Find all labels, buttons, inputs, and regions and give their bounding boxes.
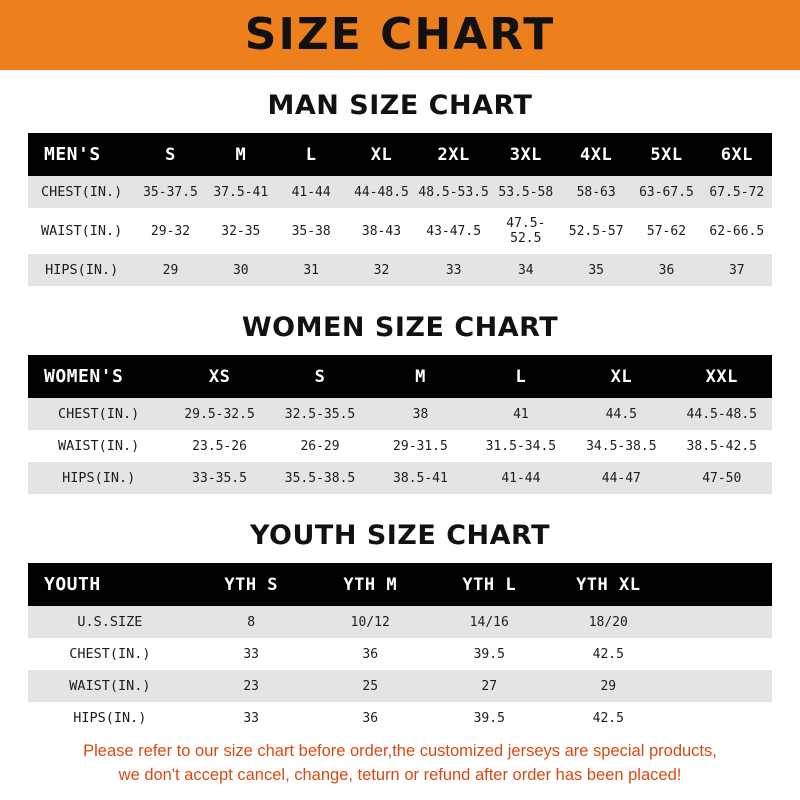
table-header-cell: M [415, 366, 426, 387]
table-cell: 43-47.5 [426, 223, 482, 239]
table-header-cell: YTH M [343, 574, 398, 595]
table-cell: 39.5 [473, 646, 505, 662]
table-row [28, 398, 772, 430]
size-table-youth [28, 563, 772, 734]
table-wrapper-women [28, 355, 772, 494]
table-header-cell: YTH L [462, 574, 517, 595]
table-header-cell: MEN'S [44, 144, 101, 165]
table-cell: 57-62 [646, 223, 687, 239]
table-header-cell: 5XL [650, 144, 683, 165]
page-banner [0, 0, 800, 70]
table-cell: 37 [728, 262, 745, 278]
table-header-cell: L [305, 144, 317, 165]
table-row [28, 670, 772, 702]
table-cell: 35-37.5 [143, 184, 198, 200]
size-table-women [28, 355, 772, 494]
table-header-cell: L [515, 366, 527, 387]
size-table-man [28, 133, 772, 286]
table-cell: 23.5-26 [192, 438, 247, 454]
table-cell: 38.5-41 [393, 470, 448, 486]
table-cell-spacer [668, 638, 772, 670]
section-title-youth: YOUTH SIZE CHART [249, 520, 551, 551]
table-cell: 29 [600, 678, 617, 694]
table-cell: 36 [658, 262, 675, 278]
table-cell: 67.5-72 [709, 184, 765, 200]
footer-note [0, 740, 800, 788]
table-cell: 14/16 [469, 614, 509, 630]
table-cell: 27 [481, 678, 498, 694]
table-cell: 33 [243, 646, 260, 662]
table-cell-spacer [668, 702, 772, 734]
table-cell: 35.5-38.5 [284, 470, 356, 486]
table-header-cell: M [235, 144, 247, 165]
table-cell: 10/12 [350, 614, 390, 630]
table-cell: 58-63 [576, 184, 616, 200]
footer-note-line-1: Please refer to our size chart before order,the customized jerseys are special products, [83, 742, 717, 761]
table-cell: 41-44 [291, 184, 331, 200]
table-cell: 26-29 [300, 438, 340, 454]
row-label: WAIST(IN.) [58, 438, 140, 454]
table-cell: 32 [373, 262, 390, 278]
table-cell: 47.5-52.5 [506, 216, 546, 246]
table-cell: 44.5 [605, 406, 637, 422]
table-cell: 62-66.5 [709, 223, 765, 239]
table-cell: 41-44 [501, 470, 541, 486]
table-cell: 29-32 [150, 223, 191, 239]
table-cell: 38 [412, 406, 429, 422]
table-cell: 63-67.5 [639, 184, 694, 200]
table-header-row [28, 355, 772, 398]
table-header-cell: 4XL [580, 144, 613, 165]
table-header-cell: 3XL [509, 144, 542, 165]
row-label: CHEST(IN.) [41, 184, 123, 200]
table-header-cell: YOUTH [44, 574, 101, 595]
table-cell: 44.5-48.5 [686, 406, 757, 422]
row-label: HIPS(IN.) [62, 470, 136, 486]
row-label: WAIST(IN.) [41, 223, 123, 239]
table-header-cell: YTH S [224, 574, 279, 595]
table-cell: 35 [588, 262, 604, 278]
table-row [28, 606, 772, 638]
table-cell-spacer [668, 670, 772, 702]
table-cell: 35-38 [291, 223, 331, 239]
table-header-cell: YTH XL [576, 574, 641, 595]
table-cell: 52.5-57 [568, 223, 624, 239]
table-header-cell: S [165, 144, 176, 165]
table-row [28, 462, 772, 494]
table-header-cell: S [314, 366, 326, 387]
table-row [28, 254, 772, 286]
table-cell: 47-50 [702, 470, 742, 486]
table-header-row [28, 133, 772, 176]
table-header-cell: XXL [705, 366, 738, 387]
table-cell: 38.5-42.5 [686, 438, 757, 454]
table-row [28, 638, 772, 670]
table-cell: 36 [362, 646, 379, 662]
table-header-cell: XL [370, 144, 393, 165]
table-cell: 32-35 [221, 223, 261, 239]
table-cell: 39.5 [473, 710, 505, 726]
table-cell: 42.5 [592, 646, 624, 662]
footer-note-line-2: we don't accept cancel, change, teturn or refund after order has been placed! [118, 766, 682, 785]
table-wrapper-man [28, 133, 772, 286]
table-cell: 41 [513, 406, 529, 422]
table-cell: 23 [243, 678, 260, 694]
table-cell: 29-31.5 [393, 438, 448, 454]
table-header-spacer [668, 563, 772, 606]
section-title-man: MAN SIZE CHART [267, 90, 533, 121]
table-row [28, 208, 772, 254]
table-cell: 32.5-35.5 [284, 406, 356, 422]
row-label: CHEST(IN.) [69, 646, 151, 662]
table-cell: 37.5-41 [213, 184, 269, 200]
table-cell: 25 [362, 678, 379, 694]
table-cell: 33 [445, 262, 462, 278]
table-cell: 44-47 [601, 470, 641, 486]
table-cell: 44-48.5 [354, 184, 409, 200]
table-cell: 33 [243, 710, 260, 726]
table-cell: 42.5 [592, 710, 624, 726]
table-header-cell: WOMEN'S [44, 366, 124, 387]
table-header-cell: 6XL [720, 144, 753, 165]
table-wrapper-youth [28, 563, 772, 734]
table-cell: 38-43 [361, 223, 402, 239]
table-cell: 8 [247, 614, 256, 630]
table-cell: 33-35.5 [192, 470, 247, 486]
table-header-row [28, 563, 772, 606]
table-header-cell: XS [208, 366, 231, 387]
row-label: CHEST(IN.) [58, 406, 140, 422]
table-cell: 31 [303, 262, 319, 278]
row-label: HIPS(IN.) [73, 710, 147, 726]
table-cell: 18/20 [588, 614, 628, 630]
table-cell: 29.5-32.5 [184, 406, 255, 422]
table-cell: 34 [517, 262, 534, 278]
table-row [28, 176, 772, 208]
table-cell: 36 [362, 710, 379, 726]
table-header-cell: 2XL [437, 144, 470, 165]
table-cell: 34.5-38.5 [586, 438, 657, 454]
section-title-women: WOMEN SIZE CHART [241, 312, 559, 343]
table-cell: 30 [232, 262, 249, 278]
page-title: SIZE CHART [244, 9, 556, 60]
table-cell: 31.5-34.5 [485, 438, 557, 454]
table-cell: 29 [162, 262, 179, 278]
row-label: U.S.SIZE [77, 614, 143, 630]
table-cell: 48.5-53.5 [418, 184, 489, 200]
row-label: WAIST(IN.) [69, 678, 151, 694]
table-header-cell: XL [610, 366, 633, 387]
table-cell-spacer [668, 606, 772, 638]
table-row [28, 702, 772, 734]
row-label: HIPS(IN.) [45, 262, 119, 278]
table-row [28, 430, 772, 462]
table-cell: 53.5-58 [498, 184, 554, 200]
